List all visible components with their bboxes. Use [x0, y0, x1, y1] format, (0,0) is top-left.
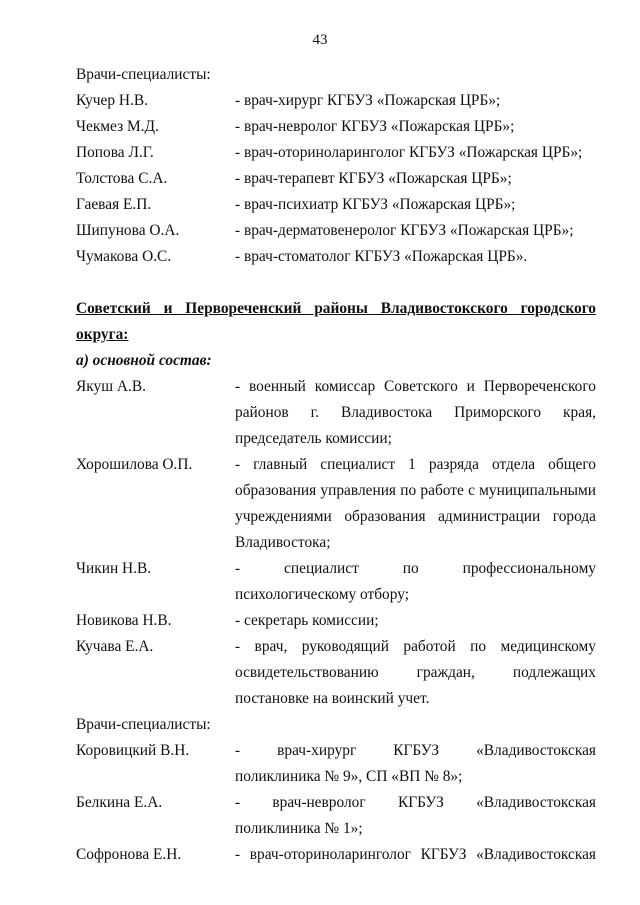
list-item: [76, 244, 596, 270]
role-line: постановке на воинский учет.: [235, 690, 430, 707]
role-line: - секретарь комиссии;: [235, 612, 379, 629]
member-name: Гаевая Е.П.: [76, 196, 152, 213]
section-title: Советский и Первореченский районы Владивостокского городского: [76, 300, 596, 317]
role-line: образования управления по работе с муниципальными: [235, 482, 596, 499]
section-gap: [76, 270, 596, 296]
role-line: поликлиника № 1»;: [235, 820, 363, 837]
member-role: [235, 452, 596, 556]
member-name: Хорошилова О.П.: [76, 456, 193, 473]
role-line: психологическому отбору;: [235, 586, 409, 603]
list-item: [76, 192, 596, 218]
member-role: - врач-терапевт КГБУЗ «Пожарская ЦРБ»;: [235, 170, 512, 187]
role-line: районов г. Владивостока Приморского края,: [235, 404, 596, 421]
member-name: Шипунова О.А.: [76, 222, 180, 239]
specialists-heading: Врачи-специалисты:: [76, 66, 211, 83]
member-role: [235, 842, 596, 868]
list-item: [76, 634, 596, 712]
member-role: - врач-стоматолог КГБУЗ «Пожарская ЦРБ».: [235, 248, 528, 265]
role-line: Владивостока;: [235, 534, 331, 551]
member-role: - врач-дерматовенеролог КГБУЗ «Пожарская ЦРБ»;: [235, 222, 574, 239]
member-role: - врач-хирург КГБУЗ «Пожарская ЦРБ»;: [235, 92, 501, 109]
list-item: [76, 556, 596, 608]
role-line: освидетельствованию граждан, подлежащих: [235, 664, 596, 681]
list-item: [76, 140, 596, 166]
member-name: Коровицкий В.Н.: [76, 742, 190, 759]
member-role: [235, 634, 596, 712]
list-item: [76, 114, 596, 140]
role-line: - военный комиссар Советского и Первореченского: [235, 378, 596, 395]
member-name: Якуш А.В.: [76, 378, 146, 395]
list-item: [76, 166, 596, 192]
role-line: поликлиника № 9», СП «ВП № 8»;: [235, 768, 463, 785]
member-name: Попова Л.Г.: [76, 144, 154, 161]
role-line: - врач-невролог КГБУЗ «Владивостокская: [235, 794, 596, 811]
member-name: Кучер Н.В.: [76, 92, 148, 109]
member-role: - врач-оториноларинголог КГБУЗ «Пожарская ЦРБ»;: [235, 144, 583, 161]
list-item: [76, 88, 596, 114]
member-role: [235, 374, 596, 452]
member-name: Чумакова О.С.: [76, 248, 172, 265]
role-line: - врач-оториноларинголог КГБУЗ «Владивостокская: [235, 846, 596, 863]
member-name: Чекмез М.Д.: [76, 118, 159, 135]
role-line: председатель комиссии;: [235, 430, 392, 447]
list-item: [76, 374, 596, 452]
specialists-heading-2: Врачи-специалисты:: [76, 716, 211, 733]
role-line: учреждениями образования администрации города: [235, 508, 596, 525]
list-item: [76, 608, 596, 634]
member-role: [235, 738, 596, 790]
role-line: - главный специалист 1 разряда отдела общего: [235, 456, 596, 473]
page-number: 43: [312, 32, 328, 48]
member-role: [235, 608, 596, 634]
list-item: [76, 738, 596, 790]
section-title-continued: округа:: [76, 326, 129, 343]
list-item: [76, 790, 596, 842]
member-role: [235, 556, 596, 608]
document-body: [76, 62, 596, 868]
section-subtitle: а) основной состав:: [76, 352, 212, 369]
member-role: - врач-психиатр КГБУЗ «Пожарская ЦРБ»;: [235, 196, 516, 213]
list-item: [76, 452, 596, 556]
member-name: Новикова Н.В.: [76, 612, 172, 629]
member-name: Толстова С.А.: [76, 170, 168, 187]
list-item: [76, 842, 596, 868]
member-name: Софронова Е.Н.: [76, 846, 182, 863]
list-item: [76, 218, 596, 244]
member-role: - врач-невролог КГБУЗ «Пожарская ЦРБ»;: [235, 118, 515, 135]
member-role: [235, 790, 596, 842]
role-line: - специалист по профессиональному: [235, 560, 596, 577]
role-line: - врач-хирург КГБУЗ «Владивостокская: [235, 742, 596, 759]
member-name: Белкина Е.А.: [76, 794, 163, 811]
role-line: - врач, руководящий работой по медицинскому: [235, 638, 596, 655]
member-name: Чикин Н.В.: [76, 560, 152, 577]
member-name: Кучава Е.А.: [76, 638, 154, 655]
